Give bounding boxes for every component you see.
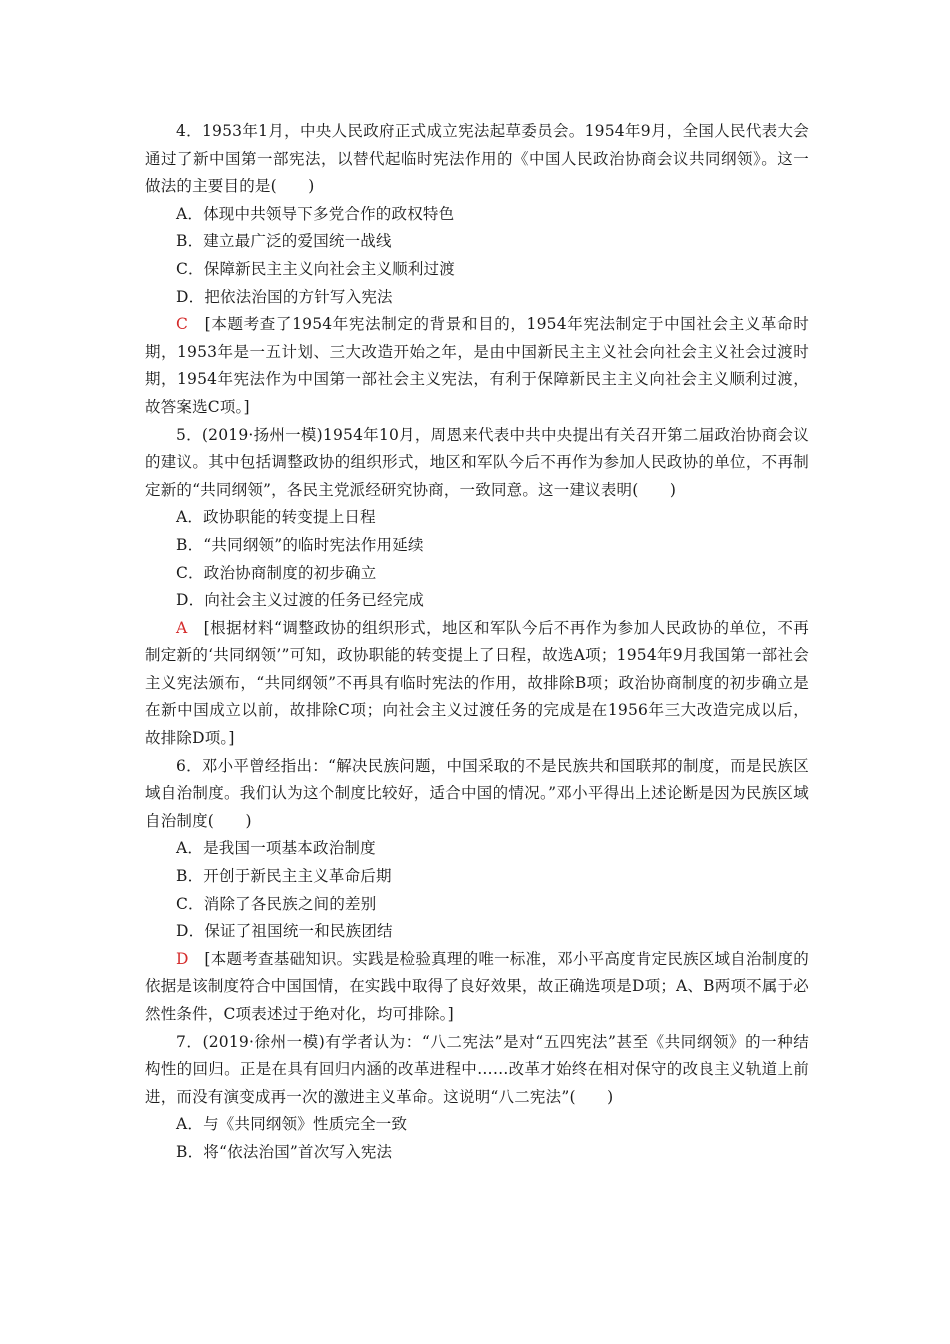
question-5-explanation: [根据材料“调整政协的组织形式，地区和军队今后不再作为参加人民政协的单位，不再制定新的‘共同纲领’”可知，政协职能的转变提上了日程，故选A项；1954年9月我国第一部社会主义宪法颁布，“共同纲领”不再具有临时宪法的作用，故排除B项；政治协商制度的初步确立是在新中国成立以前，故排除C项；向社会主义过渡任务的完成是在1956年三大改造完成以后，故排除D项。] [145,618,809,748]
question-5-option-b: B．“共同纲领”的临时宪法作用延续 [176,535,424,554]
question-5-option-c: C．政治协商制度的初步确立 [176,563,377,582]
question-7-stem: 7．(2019·徐州一模)有学者认为：“八二宪法”是对“五四宪法”甚至《共同纲领》的一种结构性的回归。正是在具有回归内涵的改革进程中……改革才始终在相对保守的改良主义轨道上前进，而没有演变成再一次的激进主义革命。这说明“八二宪法”( ) [145,1032,809,1106]
question-7-option-a: A．与《共同纲领》性质完全一致 [176,1115,408,1134]
question-4-answer [145,311,809,421]
question-4-option-d: D．把依法治国的方针写入宪法 [176,287,393,306]
question-6-option-a: A．是我国一项基本政治制度 [176,839,376,858]
question-4-option-b: B．建立最广泛的爱国统一战线 [176,232,392,251]
question-4-stem: 4．1953年1月，中央人民政府正式成立宪法起草委员会。1954年9月，全国人民代表大会通过了新中国第一部宪法，以替代起临时宪法作用的《中国人民政治协商会议共同纲领》。这一做法的主要目的是( ) [145,122,809,196]
question-6-answer [145,946,809,1029]
question-6-stem: 6．邓小平曾经指出：“解决民族问题，中国采取的不是民族共和国联邦的制度，而是民族区域自治制度。我们认为这个制度比较好，适合中国的情况。”邓小平得出上述论断是因为民族区域自治制度( ) [145,756,809,830]
question-6-answer-letter: D [176,949,189,968]
question-4-answer-letter: C [176,315,189,334]
question-5-option-d: D．向社会主义过渡的任务已经完成 [176,591,425,610]
question-5-answer-letter: A [176,618,188,637]
question-4-explanation: [本题考查了1954年宪法制定的背景和目的，1954年宪法制定于中国社会主义革命时期，1953年是一五计划、三大改造开始之年，是由中国新民主主义社会向社会主义社会过渡时期，1954年宪法作为中国第一部社会主义宪法，有利于保障新民主主义向社会主义顺利过渡，故答案选C项。] [145,315,809,416]
question-6-option-d: D．保证了祖国统一和民族团结 [176,922,393,941]
question-6-option-c: C．消除了各民族之间的差别 [176,894,377,913]
question-6-explanation: [本题考查基础知识。实践是检验真理的唯一标准，邓小平高度肯定民族区域自治制度的依据是该制度符合中国国情，在实践中取得了良好效果，故正确选项是D项；A、B两项不属于必然性条件，C项表述过于绝对化，均可排除。] [145,949,809,1023]
question-7-option-b: B．将“依法治国”首次写入宪法 [176,1142,393,1161]
question-5-stem: 5．(2019·扬州一模)1954年10月，周恩来代表中共中央提出有关召开第二届政治协商会议的建议。其中包括调整政协的组织形式，地区和军队今后不再作为参加人民政协的单位，不再制定新的“共同纲领”，各民主党派经研究协商，一致同意。这一建议表明( ) [145,425,809,499]
question-list [145,118,809,1167]
question-4-option-c: C．保障新民主主义向社会主义顺利过渡 [176,259,455,278]
question-5-option-a: A．政协职能的转变提上日程 [176,508,376,527]
question-5-answer [145,615,809,753]
question-6-option-b: B．开创于新民主主义革命后期 [176,867,392,886]
question-4-option-a: A．体现中共领导下多党合作的政权特色 [176,204,455,223]
